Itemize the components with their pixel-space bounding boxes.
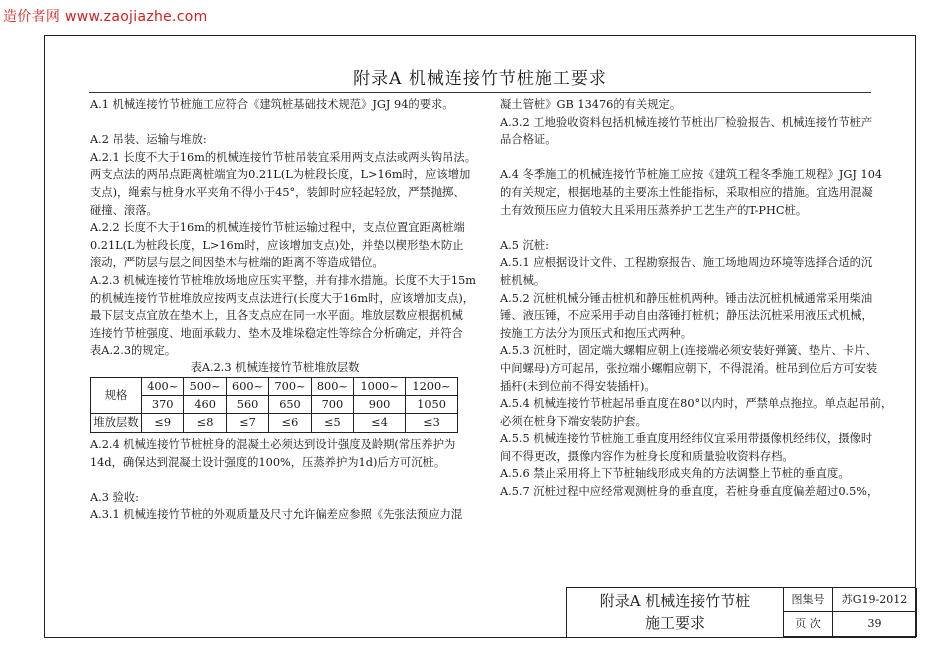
table-spec-cell xyxy=(269,377,311,413)
table-header-layers: 堆放层数 xyxy=(91,413,142,432)
spec-range-end: 700 xyxy=(321,397,344,411)
text-line: A.5 沉桩: xyxy=(500,238,549,252)
spec-range-end: 900 xyxy=(368,397,391,411)
text-line xyxy=(500,149,880,167)
page-number-label: 页 次 xyxy=(784,612,833,637)
text-line: 0.21L(L为桩段长度，L>16m时，应该增加支点)处，并垫以楔形垫木防止 xyxy=(90,238,464,252)
table-spec-cell xyxy=(142,377,184,413)
text-line: 插杆(未到位前不得安装插杆)。 xyxy=(500,379,656,393)
text-line: A.5.4 机械连接竹节桩起吊垂直度在80°以内时，严禁单点拖拉。单点起吊前， xyxy=(500,397,893,411)
text-line: 必须在桩身下端安装防护套。 xyxy=(500,414,647,428)
text-line: A.2.3 机械连接竹节桩堆放场地应压实平整，并有排水措施。长度不大于15m xyxy=(90,273,477,287)
table-layers-cell: ≤6 xyxy=(269,413,311,432)
spec-range-end: 1050 xyxy=(417,397,446,411)
text-line xyxy=(90,471,460,489)
spec-range-start: 700~ xyxy=(274,379,306,393)
spec-range-start: 600~ xyxy=(232,379,264,393)
spec-range-end: 560 xyxy=(236,397,259,411)
table-layers-cell: ≤7 xyxy=(226,413,268,432)
spec-range-end: 460 xyxy=(194,397,216,411)
title-block-title-line1: 附录A 机械连接竹节桩 xyxy=(599,592,751,610)
text-line: 按施工方法分为顶压式和抱压式两种。 xyxy=(500,326,693,340)
text-line xyxy=(90,114,460,132)
text-line: A.5.2 沉桩机械分锤击桩机和静压桩机两种。锤击法沉桩机械通常采用柴油 xyxy=(500,291,873,305)
text-line: A.4 冬季施工的机械连接竹节桩施工应按《建筑工程冬季施工规程》JGJ 104 xyxy=(500,168,883,182)
spec-range-start: 1200~ xyxy=(412,379,451,393)
text-line: 品合格证。 xyxy=(500,133,557,147)
spec-range-end: 370 xyxy=(151,397,174,411)
table-layers-cell: ≤3 xyxy=(406,413,458,432)
text-line: 表A.2.3的规定。 xyxy=(90,344,177,358)
title-block xyxy=(566,587,916,638)
table-spec-cell xyxy=(184,377,226,413)
text-line: 的机械连接竹节桩堆放应按两支点法进行(长度大于16m时，应该增加支点)， xyxy=(90,291,475,305)
text-line: A.5.3 沉桩时，固定端大螺帽应朝上(连接端必须安装好弹簧、垫片、卡片、 xyxy=(500,344,877,358)
text-line: A.1 机械连接竹节桩施工应符合《建筑桩基础技术规范》JGJ 94的要求。 xyxy=(90,98,454,111)
text-line: 连接竹节桩强度、地面承载力、垫木及堆垛稳定性等综合分析确定，并符合 xyxy=(90,326,463,340)
text-line: A.2 吊装、运输与堆放: xyxy=(90,133,207,147)
text-line: 间不得更改，摄像内容作为桩身长度和质量验收资料存档。 xyxy=(500,449,794,463)
text-line: 14d，确保达到混凝土设计强度的100%，压蒸养护为1d)后方可沉桩。 xyxy=(90,455,446,469)
atlas-number-value: 苏G19-2012 xyxy=(833,588,917,612)
text-line xyxy=(500,219,880,237)
table-caption: 表A.2.3 机械连接竹节桩堆放层数 xyxy=(190,360,360,374)
spec-range-start: 800~ xyxy=(316,379,348,393)
title-block-title-line2: 施工要求 xyxy=(644,614,705,632)
text-line: 碰撞、滚落。 xyxy=(90,203,158,217)
text-line: A.5.5 机械连接竹节桩施工垂直度用经纬仪宜采用带摄像机经纬仪，摄像时 xyxy=(500,432,873,446)
text-line: 两支点法的两吊点距离桩端宜为0.21L(L为桩段长度，L>16m时，应该增加 xyxy=(90,168,471,182)
text-line: 的有关规定，根据地基的主要冻土性能指标，采取相应的措施。宜选用混凝 xyxy=(500,185,873,199)
table-layers-cell: ≤4 xyxy=(354,413,406,432)
text-line: A.5.6 禁止采用将上下节桩轴线形成夹角的方法调整上节桩的垂直度。 xyxy=(500,467,850,481)
text-line: 滚动，严防层与层之间因垫木与桩端的距离不等造成错位。 xyxy=(90,256,384,270)
table-layers-cell: ≤5 xyxy=(311,413,353,432)
page-title: 附录A 机械连接竹节桩施工要求 xyxy=(353,69,607,89)
text-line: A.2.1 长度不大于16m的机械连接竹节桩吊装宜采用两支点法或两头钩吊法。 xyxy=(90,150,477,164)
table-spec-cell xyxy=(311,377,353,413)
text-line: A.2.2 长度不大于16m的机械连接竹节桩运输过程中，支点位置宜距离桩端 xyxy=(90,221,465,235)
atlas-number-label: 图集号 xyxy=(784,588,833,612)
title-block-title xyxy=(567,588,784,638)
text-line: 桩机械。 xyxy=(500,273,546,287)
page-number-value: 39 xyxy=(833,612,917,637)
table-spec-cell xyxy=(226,377,268,413)
text-line: A.5.7 沉桩过程中应经常观测桩身的垂直度，若桩身垂直度偏差超过0.5%， xyxy=(500,485,879,499)
spec-range-start: 500~ xyxy=(189,379,221,393)
text-line: A.3.2 工地验收资料包括机械连接竹节桩出厂检验报告、机械连接竹节桩产 xyxy=(500,115,873,129)
site-watermark: 造价者网 www.zaojiazhe.com xyxy=(3,9,208,25)
text-line: 凝土管桩》GB 13476的有关规定。 xyxy=(500,98,682,111)
stacking-layers-table xyxy=(90,377,458,433)
table-spec-cell xyxy=(406,377,458,413)
left-column xyxy=(90,96,477,524)
text-line: 最下层支点宜放在垫木上，且各支点应在同一水平面。堆放层数应根据机械 xyxy=(90,309,463,323)
drawing-frame xyxy=(44,35,916,638)
title-divider xyxy=(89,92,871,93)
text-line: A.3 验收: xyxy=(90,490,139,504)
text-line: 支点)，绳索与桩身水平夹角不得小于45°，装卸时应轻起轻放，严禁抛掷、 xyxy=(90,185,465,199)
spec-range-start: 400~ xyxy=(147,379,179,393)
text-line: 中间螺母)方可起吊，张拉端小螺帽应朝下，不得混淆。桩吊到位后方可安装 xyxy=(500,361,878,375)
text-line: 土有效预压应力值较大且采用压蒸养护工艺生产的T-PHC桩。 xyxy=(500,203,808,217)
table-layers-cell: ≤9 xyxy=(142,413,184,432)
text-line: A.2.4 机械连接竹节桩桩身的混凝土必须达到设计强度及龄期(常压养护为 xyxy=(90,437,456,451)
text-line: A.5.1 应根据设计文件、工程勘察报告、施工场地周边环境等选择合适的沉 xyxy=(500,256,873,270)
spec-range-end: 650 xyxy=(279,397,301,411)
spec-range-start: 1000~ xyxy=(360,379,399,393)
table-layers-cell: ≤8 xyxy=(184,413,226,432)
right-column xyxy=(500,96,893,501)
table-spec-cell xyxy=(354,377,406,413)
table-header-spec: 规格 xyxy=(91,377,142,413)
text-line: A.3.1 机械连接竹节桩的外观质量及尺寸允许偏差应参照《先张法预应力混 xyxy=(90,508,463,522)
text-line: 锤、液压锤，不应采用手动自由落锤打桩机；静压法沉桩采用液压式机械， xyxy=(500,309,873,323)
